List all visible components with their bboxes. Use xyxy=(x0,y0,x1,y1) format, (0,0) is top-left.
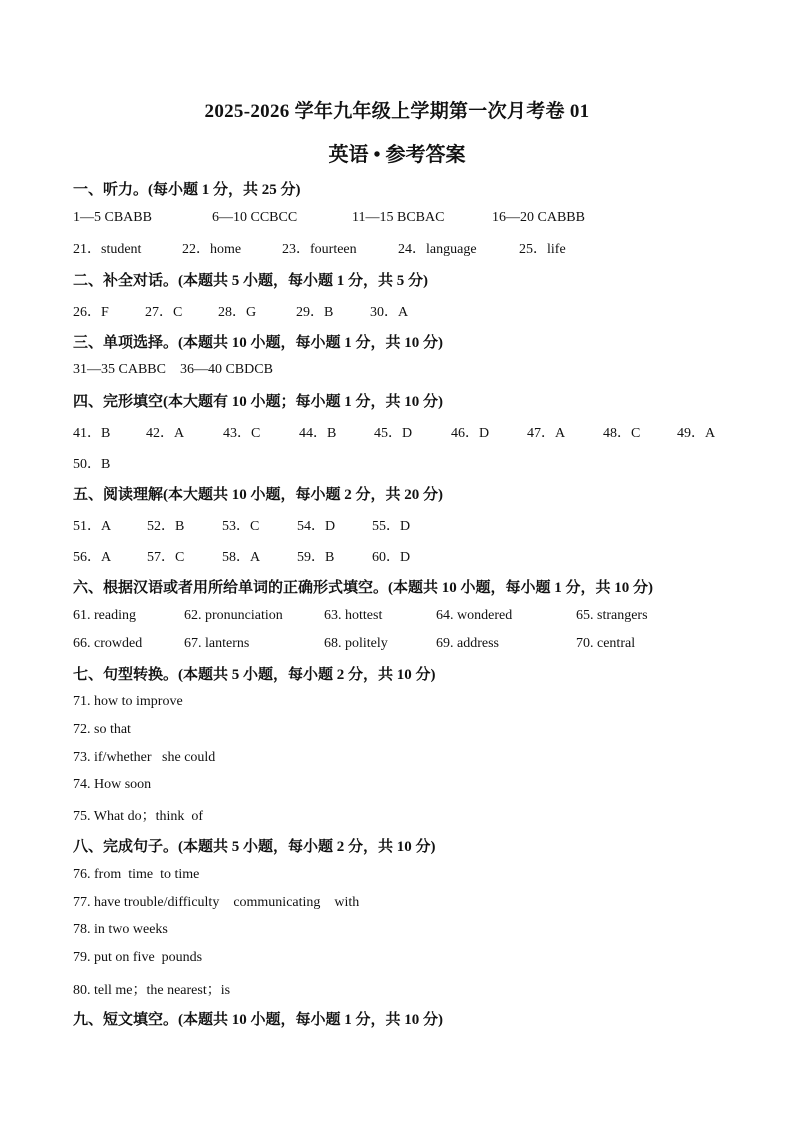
answer-item: 31—35 CABBC 36—40 CBDCB xyxy=(73,362,273,377)
answer-item: 53．C xyxy=(222,519,260,534)
section-heading-sentence-transform: 七、句型转换。(本题共 5 小题，每小题 2 分，共 10 分) xyxy=(73,667,436,683)
answer-item: 61. reading xyxy=(73,608,136,623)
answer-item: 46．D xyxy=(451,426,490,441)
answer-item: 30．A xyxy=(370,305,409,320)
answer-item: 67. lanterns xyxy=(184,636,250,651)
answer-item: 22．home xyxy=(182,242,242,257)
section-heading-single-choice: 三、单项选择。(本题共 10 小题，每小题 1 分，共 10 分) xyxy=(73,335,443,351)
answer-item: 45．D xyxy=(374,426,413,441)
answer-item: 59．B xyxy=(297,550,335,565)
answer-row xyxy=(73,422,733,442)
section-heading-reading: 五、阅读理解(本大题共 10 小题，每小题 2 分，共 20 分) xyxy=(73,487,443,503)
answer-item: 48．C xyxy=(603,426,641,441)
section-heading-word-fill: 六、根据汉语或者用所给单词的正确形式填空。(本题共 10 小题，每小题 1 分，共 10 分) xyxy=(73,580,653,596)
answer-item: 60．D xyxy=(372,550,411,565)
answer-item: 70. central xyxy=(576,636,636,651)
answer-item: 41．B xyxy=(73,426,111,441)
answer-row xyxy=(73,546,733,566)
answer-row xyxy=(73,238,733,258)
answer-line: 79. put on five pounds xyxy=(73,950,203,965)
answer-item: 29．B xyxy=(296,305,334,320)
answer-line: 76. from time to time xyxy=(73,867,200,882)
answer-row xyxy=(73,515,733,535)
section-heading-listening: 一、听力。(每小题 1 分，共 25 分) xyxy=(73,182,301,198)
answer-line: 75. What do；think of xyxy=(73,809,204,824)
answer-item: 43．C xyxy=(223,426,261,441)
answer-item: 57．C xyxy=(147,550,185,565)
answer-row xyxy=(73,301,733,321)
answer-item: 27．C xyxy=(145,305,183,320)
answer-item: 47．A xyxy=(527,426,566,441)
answer-line: 72. so that xyxy=(73,722,131,737)
answer-item: 26．F xyxy=(73,305,109,320)
answer-item: 1—5 CBABB xyxy=(73,210,152,225)
answer-row xyxy=(73,608,733,628)
answer-item: 50．B xyxy=(73,457,111,472)
section-heading-cloze: 四、完形填空(本大题有 10 小题；每小题 1 分，共 10 分) xyxy=(73,394,443,410)
answer-item: 54．D xyxy=(297,519,336,534)
section-heading-passage-fill: 九、短文填空。(本题共 10 小题，每小题 1 分，共 10 分) xyxy=(73,1012,443,1028)
answer-item: 68. politely xyxy=(324,636,388,651)
answer-row xyxy=(73,210,733,230)
answer-item: 62. pronunciation xyxy=(184,608,283,623)
answer-line: 73. if/whether she could xyxy=(73,750,216,765)
answer-line: 80. tell me；the nearest；is xyxy=(73,983,231,998)
answer-item: 66. crowded xyxy=(73,636,143,651)
answer-item: 25．life xyxy=(519,242,566,257)
answer-item: 49．A xyxy=(677,426,716,441)
answer-row xyxy=(73,453,733,473)
answer-item: 23．fourteen xyxy=(282,242,357,257)
answer-line: 74. How soon xyxy=(73,777,152,792)
document-subtitle: 英语 • 参考答案 xyxy=(328,144,466,166)
section-heading-complete-sentences: 八、完成句子。(本题共 5 小题，每小题 2 分，共 10 分) xyxy=(73,839,436,855)
answer-item: 51．A xyxy=(73,519,112,534)
answer-item: 52．B xyxy=(147,519,185,534)
answer-item: 42．A xyxy=(146,426,185,441)
answer-item: 56．A xyxy=(73,550,112,565)
answer-item: 16—20 CABBB xyxy=(492,210,585,225)
answer-line: 71. how to improve xyxy=(73,694,183,709)
answer-item: 6—10 CCBCC xyxy=(212,210,298,225)
answer-item: 69. address xyxy=(436,636,499,651)
answer-line: 78. in two weeks xyxy=(73,922,168,937)
answer-item: 11—15 BCBAC xyxy=(352,210,445,225)
answer-row xyxy=(73,636,733,656)
answer-line: 77. have trouble/difficulty communicating with xyxy=(73,895,360,910)
answer-item: 21．student xyxy=(73,242,142,257)
document-title: 2025-2026 学年九年级上学期第一次月考卷 01 xyxy=(204,101,590,122)
answer-item: 58．A xyxy=(222,550,261,565)
section-heading-dialogue: 二、补全对话。(本题共 5 小题，每小题 1 分，共 5 分) xyxy=(73,273,428,289)
answer-item: 65. strangers xyxy=(576,608,648,623)
answer-item: 63. hottest xyxy=(324,608,383,623)
answer-item: 28．G xyxy=(218,305,257,320)
answer-item: 44．B xyxy=(299,426,337,441)
answer-item: 24．language xyxy=(398,242,477,257)
answer-item: 64. wondered xyxy=(436,608,513,623)
answer-item: 55．D xyxy=(372,519,411,534)
answer-row xyxy=(73,362,733,382)
